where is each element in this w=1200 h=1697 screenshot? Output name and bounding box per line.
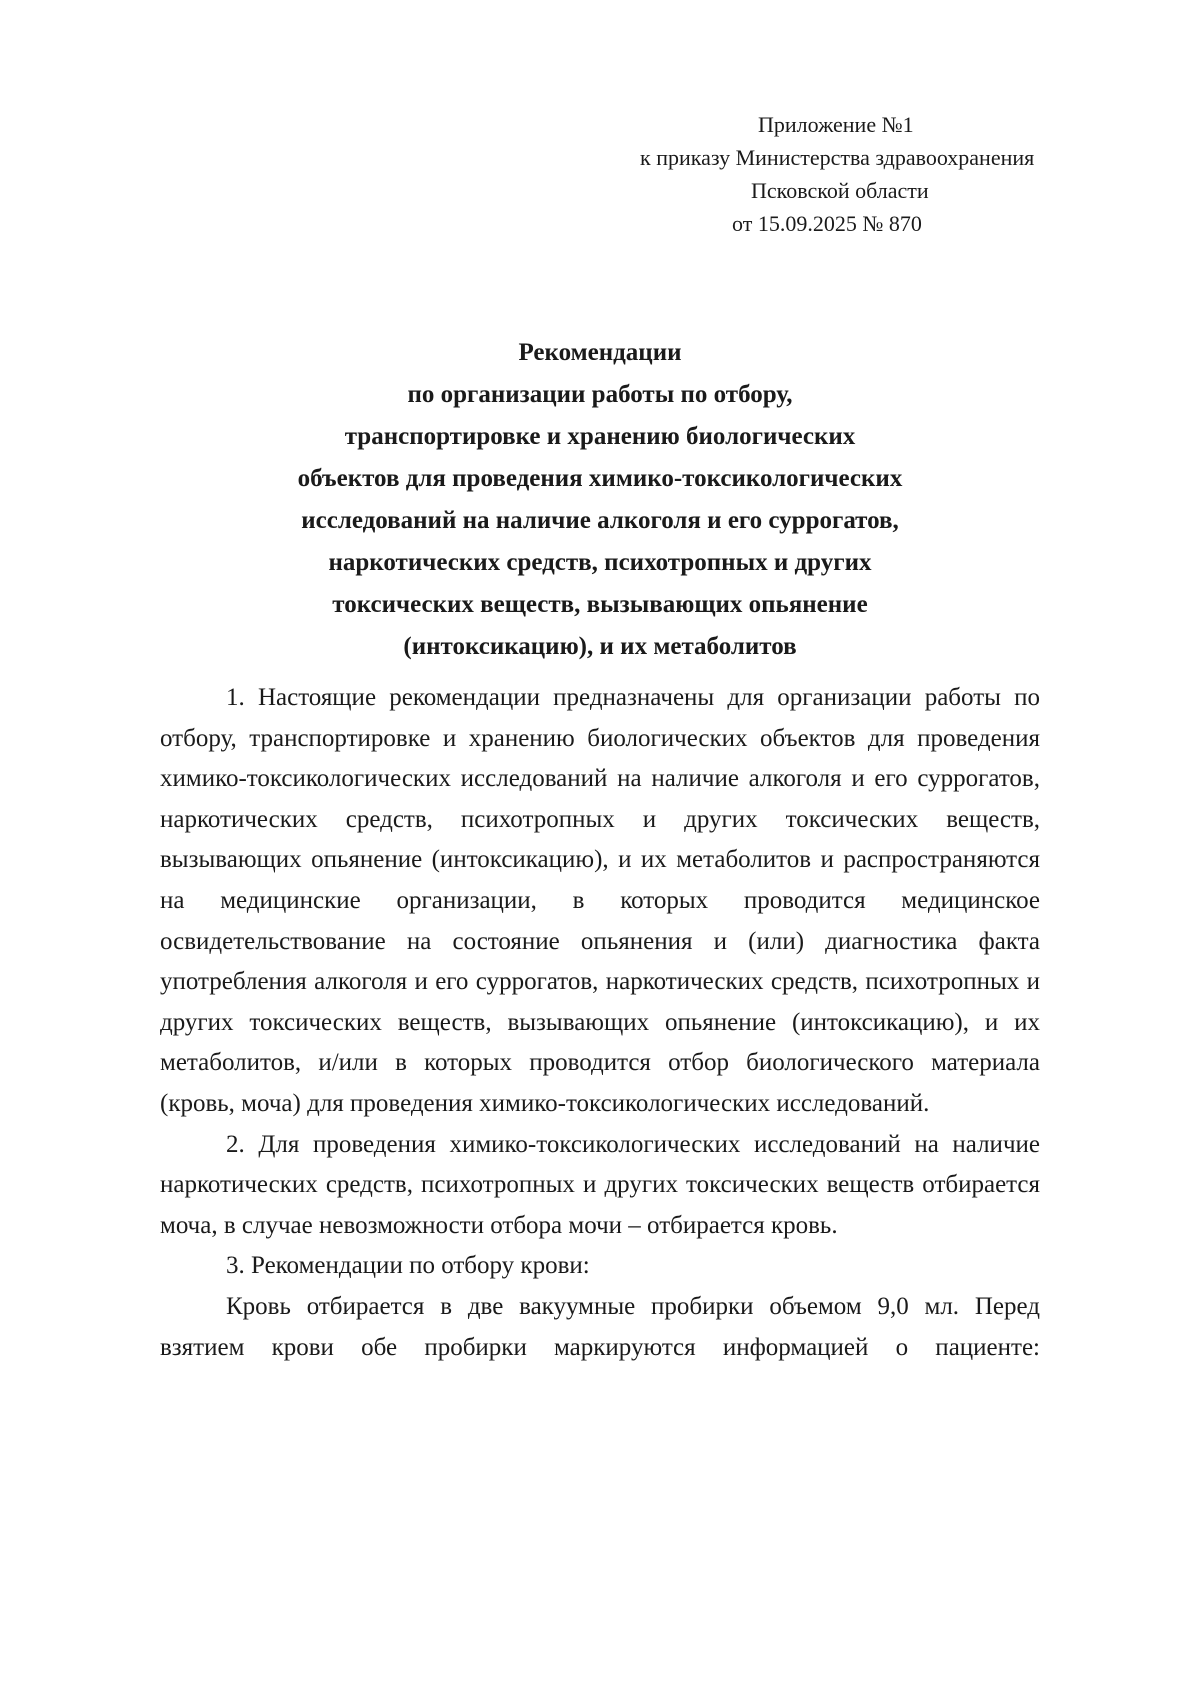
paragraph-1: 1. Настоящие рекомендации предназначены для организации работы по отбору, транспортировке и хранению биологических объектов для проведения химико-токсикологических исследований на наличие алкоголя и его суррогатов, наркотических средств, психотропных и других токсических веществ, вызывающих опьянение (интоксикацию), и их метаболитов и распространяются на медицинские организации, в которых проводится медицинское освидетельствование на состояние опьянения и (или) диагностика факта употребления алкоголя и его суррогатов, наркотических средств, психотропных и других токсических веществ, вызывающих опьянение (интоксикацию), и их метаболитов, и/или в которых проводится отбор биологического материала (кровь, моча) для проведения химико-токсикологических исследований. — [160, 684, 1040, 1117]
title-line: токсических веществ, вызывающих опьянение — [332, 591, 868, 618]
annex-header — [640, 108, 1140, 240]
title-line: наркотических средств, психотропных и других — [328, 549, 872, 576]
title-line: Рекомендации — [518, 339, 682, 366]
annex-date-number: от 15.09.2025 № 870 — [732, 211, 922, 236]
annex-region: Псковской области — [751, 178, 929, 203]
document-title — [150, 332, 1050, 668]
title-line: (интоксикацию), и их метаболитов — [403, 633, 797, 660]
title-line: по организации работы по отбору, — [407, 381, 793, 408]
annex-number: Приложение №1 — [758, 112, 914, 137]
title-line: объектов для проведения химико-токсикологических — [297, 465, 903, 492]
title-line: исследований на наличие алкоголя и его суррогатов, — [301, 507, 899, 534]
paragraph-2: 2. Для проведения химико-токсикологических исследований на наличие наркотических средств, психотропных и других токсических веществ отбирается моча, в случае невозможности отбора мочи – отбирается кровь. — [160, 1130, 1040, 1239]
paragraph-3: 3. Рекомендации по отбору крови: — [226, 1252, 590, 1280]
document-body — [160, 678, 1040, 1368]
annex-order-ref: к приказу Министерства здравоохранения — [640, 145, 1035, 170]
paragraph-4: Кровь отбирается в две вакуумные пробирки объемом 9,0 мл. Перед взятием крови обе пробирки маркируются информацией о пациенте: — [160, 1292, 1040, 1361]
title-line: транспортировке и хранению биологических — [344, 423, 856, 450]
